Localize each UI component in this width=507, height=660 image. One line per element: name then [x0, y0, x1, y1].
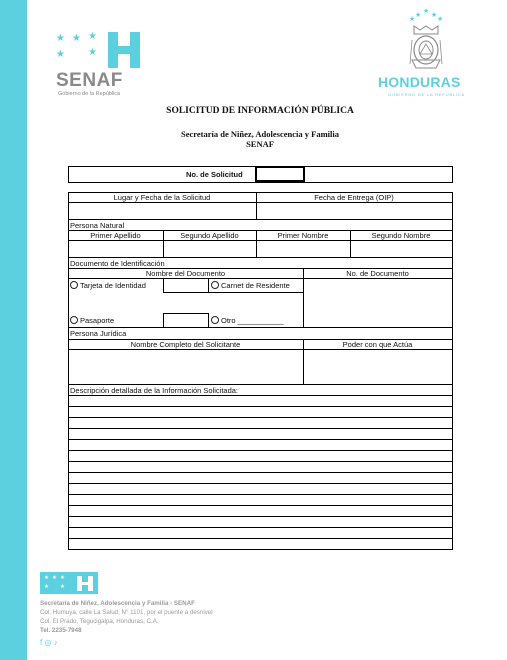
- first-surname-label: Primer Apellido: [90, 231, 141, 240]
- senaf-stars-icon: ★ ★ ★ ★ ★: [56, 31, 97, 60]
- second-name-field[interactable]: [351, 241, 452, 257]
- second-surname-field[interactable]: [164, 241, 256, 257]
- senaf-subtitle: Gobierno de la República: [58, 91, 121, 97]
- first-name-label: Primer Nombre: [277, 231, 329, 240]
- footer-senaf-logo-icon: ★ ★ ★ ★ ★: [40, 572, 98, 594]
- resident-card-label: Carnet de Residente: [221, 281, 290, 290]
- first-surname-field[interactable]: [69, 241, 163, 257]
- footer-address-line-2: Col. El Prado, Tegucigalpa, Honduras, C.A.: [40, 618, 159, 625]
- honduras-coat-of-arms-icon: [408, 20, 444, 70]
- legal-person-label: Persona Jurídica: [70, 329, 127, 338]
- applicant-name-field[interactable]: [69, 350, 303, 383]
- document-title: SOLICITUD DE INFORMACIÓN PÚBLICA: [166, 106, 354, 116]
- identity-card-label: Tarjeta de Identidad: [80, 281, 146, 290]
- honduras-logo: [376, 8, 476, 100]
- request-form: [68, 166, 453, 551]
- natural-person-label: Persona Natural: [70, 221, 125, 230]
- social-media-icons[interactable]: f ◎ ♪: [40, 638, 58, 647]
- first-name-field[interactable]: [257, 241, 350, 257]
- place-date-label: Lugar y Fecha de la Solicitud: [113, 193, 211, 202]
- footer-organization: Secretaría de Niñez, Adolescencia y Familia - SENAF: [40, 600, 195, 607]
- footer: [38, 572, 338, 652]
- document-name-label: Nombre del Documento: [145, 269, 226, 278]
- footer-address-line-1: Col. Humuya, calle La Salud, N° 1101, por el puente a desnivel: [40, 609, 213, 616]
- organization-name: Secretaría de Niñez, Adolescencia y Familia: [180, 129, 339, 139]
- other-radio[interactable]: [211, 316, 219, 324]
- document-number-label: No. de Documento: [346, 269, 409, 278]
- organization-acronym: SENAF: [246, 139, 274, 149]
- description-field[interactable]: [69, 396, 452, 549]
- senaf-logo: [56, 30, 156, 100]
- delivery-date-field[interactable]: [257, 203, 452, 219]
- id-document-label: Documento de Identificación: [70, 259, 165, 268]
- solicitud-number-field[interactable]: [255, 166, 305, 182]
- description-label: Descripción detallada de la Información Solicitada:: [70, 386, 239, 395]
- passport-label: Pasaporte: [80, 316, 115, 325]
- identity-card-radio[interactable]: [70, 281, 78, 289]
- solicitud-number-label: No. de Solicitud: [186, 170, 243, 179]
- second-name-label: Segundo Nombre: [371, 231, 431, 240]
- honduras-wordmark: HONDURAS: [378, 74, 461, 90]
- senaf-h-icon: [108, 32, 142, 68]
- honduras-subtitle: GOBIERNO DE LA REPÚBLICA: [388, 92, 465, 97]
- place-date-field[interactable]: [69, 203, 256, 219]
- side-accent-bar: [0, 0, 27, 660]
- delivery-date-label: Fecha de Entrega (OIP): [314, 193, 394, 202]
- second-surname-label: Segundo Apellido: [180, 231, 239, 240]
- document-number-field[interactable]: [304, 279, 452, 326]
- power-of-attorney-label: Poder con que Actúa: [342, 340, 413, 349]
- passport-radio[interactable]: [70, 316, 78, 324]
- other-label: Otro ___________: [221, 316, 284, 325]
- power-of-attorney-field[interactable]: [304, 350, 452, 383]
- honduras-stars-icon: ★ ★ ★ ★ ★: [409, 8, 444, 23]
- senaf-wordmark: SENAF: [56, 70, 123, 91]
- resident-card-radio[interactable]: [211, 281, 219, 289]
- footer-phone: Tel. 2235-7948: [40, 627, 82, 634]
- applicant-name-label: Nombre Completo del Solicitante: [130, 340, 241, 349]
